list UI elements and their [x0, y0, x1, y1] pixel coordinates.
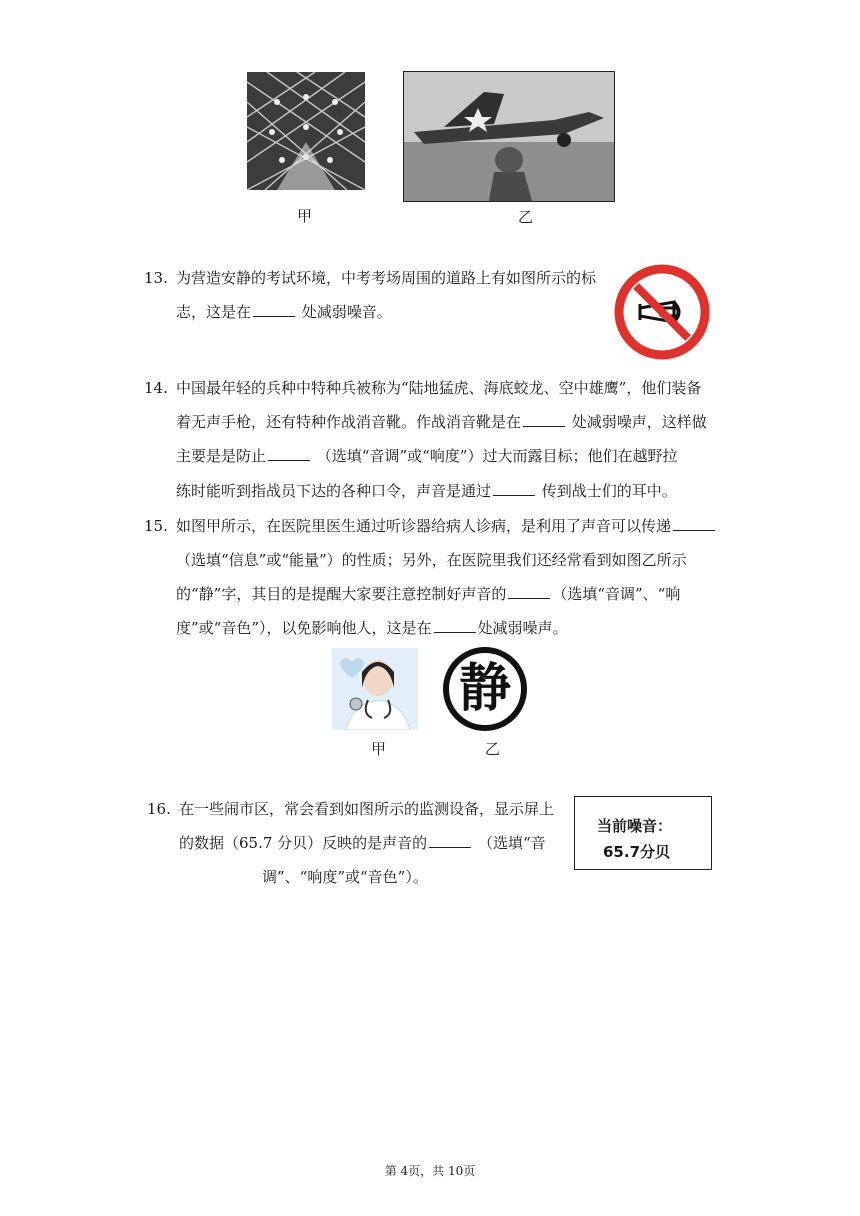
no-horn-sign-icon [614, 264, 710, 360]
airplane-photo [403, 71, 615, 202]
answer-blank[interactable] [253, 302, 295, 317]
question-text: 主要是是防止 （选填“音调”或“响度”）过大而露目标；他们在越野拉 [176, 447, 678, 465]
page-footer: 第 4页，共 10页 [384, 1164, 476, 1178]
question-text: 调”、“响度”或“音色”）。 [262, 868, 428, 886]
figure-label-jia: 甲 [297, 207, 313, 225]
figure-label-yi: 乙 [485, 740, 501, 758]
figure-label-yi: 乙 [518, 208, 534, 226]
answer-blank[interactable] [434, 618, 476, 633]
question-number: 16. [147, 800, 171, 818]
question-text: 的“静”字，其目的是提醒大家要注意控制好声音的 （选填“音调”、“响 [176, 585, 681, 603]
answer-blank[interactable] [508, 584, 550, 599]
quiet-sign-icon [442, 646, 528, 732]
question-text: 中国最年轻的兵种中特种兵被称为“陆地猛虎、海底蛟龙、空中雄鹰”，他们装备 [176, 379, 702, 397]
question-text: 如图甲所示，在医院里医生通过听诊器给病人诊病，是利用了声音可以传递 [176, 516, 717, 536]
answer-blank[interactable] [493, 481, 535, 496]
question-text: 度”或“音色”），以免影响他人，这是在 处减弱噪声。 [176, 619, 568, 637]
question-number: 15. [144, 517, 168, 535]
question-number: 14. [144, 379, 168, 397]
noise-display-title: 当前噪音： [597, 817, 673, 835]
figure-label-jia: 甲 [371, 740, 387, 758]
answer-blank[interactable] [268, 446, 310, 461]
quiet-character: 静 [458, 659, 511, 719]
noise-display-value: 65.7分贝 [603, 843, 671, 861]
question-text: 的数据（65.7 分贝）反映的是声音的 （选填“音 [179, 834, 546, 852]
question-text: 为营造安静的考试环境，中考考场周围的道路上有如图所示的标 [176, 269, 597, 287]
question-text: 志，这是在 处减弱噪音。 [176, 303, 392, 321]
answer-blank[interactable] [523, 412, 565, 427]
question-number: 13. [144, 269, 168, 287]
lattice-image [247, 72, 365, 190]
answer-blank[interactable] [429, 833, 471, 848]
question-text: 在一些闹市区，常会看到如图所示的监测设备，显示屏上 [179, 800, 555, 818]
doctor-stethoscope-image [332, 648, 418, 730]
question-text: 着无声手枪，还有特种作战消音靴。作战消音靴是在 处减弱噪声，这样做 [176, 413, 707, 431]
question-text: 练时能听到指战员下达的各种口令，声音是通过 传到战士们的耳中。 [176, 482, 677, 500]
noise-monitor-display [574, 796, 712, 870]
answer-blank[interactable] [673, 516, 715, 531]
question-text: （选填“信息”或“能量”）的性质；另外，在医院里我们还经常看到如图乙所示 [176, 551, 687, 569]
